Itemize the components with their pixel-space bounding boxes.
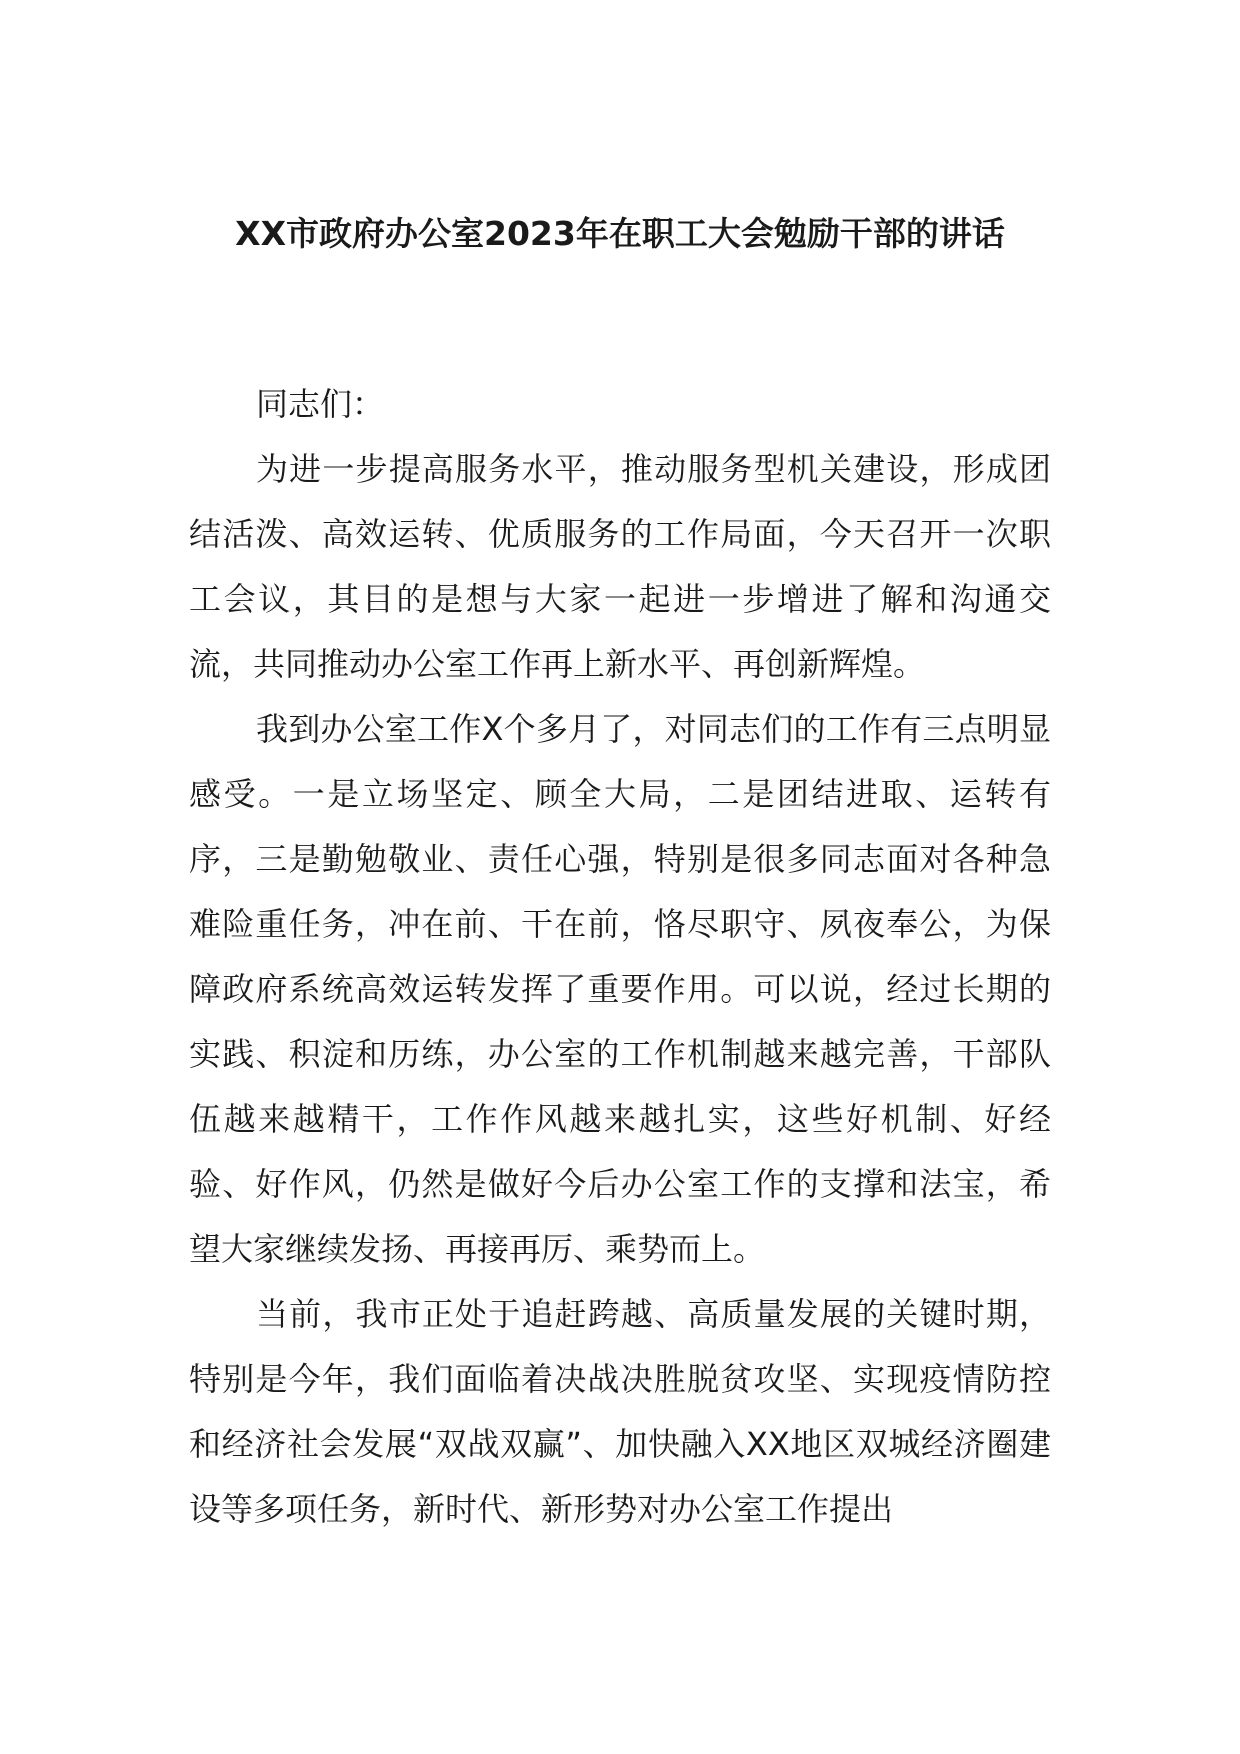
document-title: XX市政府办公室2023年在职工大会勉励干部的讲话 <box>235 214 1005 253</box>
paragraph-2: 我到办公室工作X个多月了，对同志们的工作有三点明显感受。一是立场坚定、顾全大局，二是团结进取、运转有序，三是勤勉敬业、责任心强，特别是很多同志面对各种急难险重任务，冲在前、干在前，恪尽职守、夙夜奉公，为保障政府系统高效运转发挥了重要作用。可以说，经过长期的实践、积淀和历练，办公室的工作机制越来越完善，干部队伍越来越精干，工作作风越来越扎实，这些好机制、好经验、好作风，仍然是做好今后办公室工作的支撑和法宝，希望大家继续发扬、再接再厉、乘势而上。 <box>189 710 1051 1268</box>
paragraph-1: 为进一步提高服务水平，推动服务型机关建设，形成团结活泼、高效运转、优质服务的工作局面，今天召开一次职工会议，其目的是想与大家一起进一步增进了解和沟通交流，共同推动办公室工作再上新水平、再创新辉煌。 <box>189 450 1051 683</box>
document-body <box>189 372 1051 1542</box>
paragraph-3: 当前，我市正处于追赶跨越、高质量发展的关键时期，特别是今年，我们面临着决战决胜脱贫攻坚、实现疫情防控和经济社会发展“双战双赢”、加快融入XX地区双城经济圈建设等多项任务，新时代、新形势对办公室工作提出 <box>189 1295 1051 1528</box>
paragraph-salutation: 同志们： <box>256 385 385 423</box>
